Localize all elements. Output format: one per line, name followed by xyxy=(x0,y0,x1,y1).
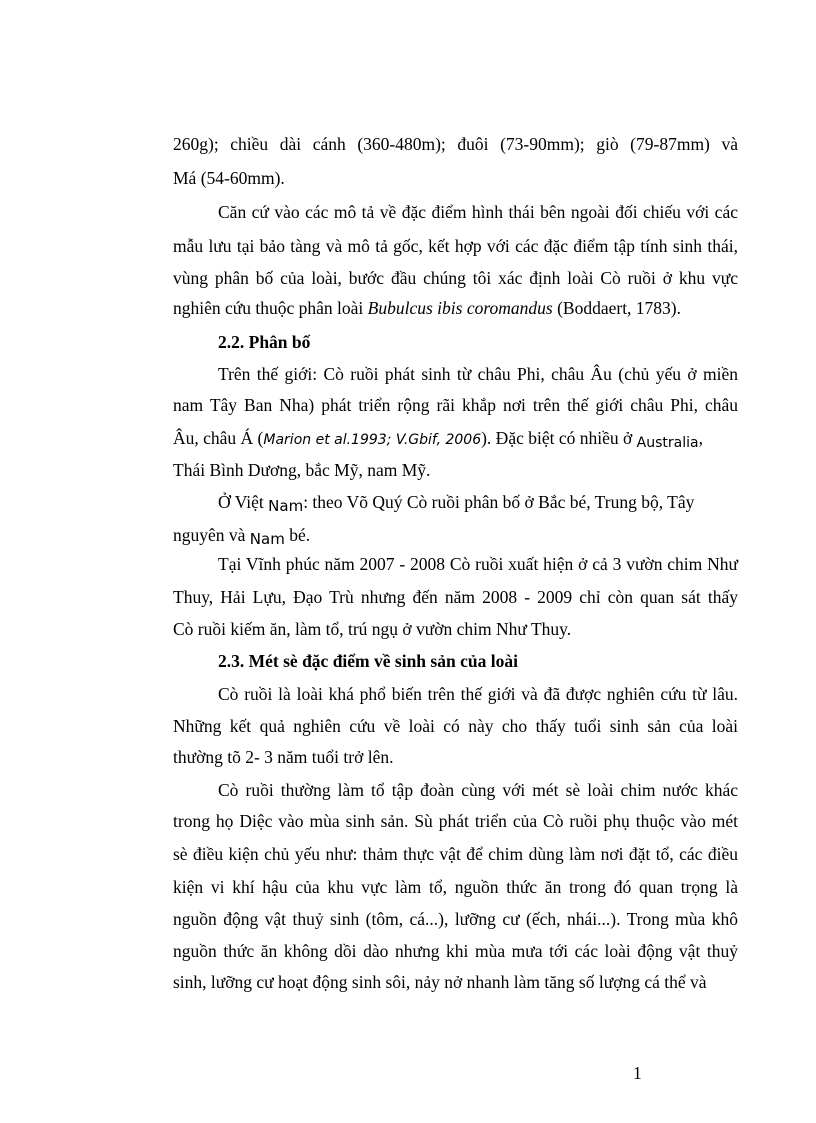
page-number: 1 xyxy=(633,1063,642,1083)
section-heading-2-3: 2.3. Mét sè đặc điểm về sinh sản của loài xyxy=(218,651,518,671)
para4-line1 xyxy=(218,491,694,514)
para4-line2-text-c: bé. xyxy=(284,525,311,545)
para1-line1: 260g); chiều dài cánh (360-480m); đuôi (73-90mm); giò (79-87mm) và xyxy=(173,134,738,154)
section-heading-2-2: 2.2. Phân bố xyxy=(218,332,311,352)
para1-line2: Má (54-60mm). xyxy=(173,168,285,188)
para6-line1: Cò ruồi là loài khá phổ biến trên thế giới và đã được nghiên cứu từ lâu. xyxy=(218,684,738,704)
nam-text-2: Nam xyxy=(249,530,285,548)
para7-line5: nguồn động vật thuỷ sinh (tôm, cá...), lưỡng cư (ếch, nhái...). Trong mùa khô xyxy=(173,909,738,929)
para2-line4-text-a: nghiên cứu thuộc phân loài xyxy=(173,298,368,318)
para3-line3-text-a: Âu, châu Á ( xyxy=(173,428,264,448)
para5-line2: Thuy, Hải Lựu, Đạo Trù nhưng đến năm 2008 - 2009 chỉ còn quan sát thấy xyxy=(173,587,738,607)
para7-line4: kiện vi khí hậu của khu vực làm tổ, nguồn thức ăn trong đó quan trọng là xyxy=(173,877,738,897)
para3-line1: Trên thế giới: Cò ruồi phát sinh từ châu Phi, châu Âu (chủ yếu ở miền xyxy=(218,364,738,384)
para3-line3-text-d: , xyxy=(698,428,703,448)
para6-line3: thường tõ 2- 3 năm tuổi trở lên. xyxy=(173,747,394,767)
para4-line1-text-c: : theo Võ Quý Cò ruồi phân bố ở Bắc bé, Trung bộ, Tây xyxy=(303,492,695,512)
para4-line2-text-a: nguyên và xyxy=(173,525,250,545)
para6-line2: Những kết quả nghiên cứu về loài có này cho thấy tuổi sinh sản của loài xyxy=(173,716,738,736)
para4-line2 xyxy=(173,524,310,547)
para3-line2: nam Tây Ban Nha) phát triển rộng rãi khắp nơi trên thế giới châu Phi, châu xyxy=(173,395,738,415)
para5-line1: Tại Vĩnh phúc năm 2007 - 2008 Cò ruồi xuất hiện ở cả 3 vườn chim Như xyxy=(218,554,738,574)
australia-text: Australia xyxy=(636,435,699,451)
para2-line2: mẫu lưu tại bảo tàng và mô tả gốc, kết hợp với các đặc điểm tập tính sinh thái, xyxy=(173,236,738,256)
para3-line3 xyxy=(173,427,703,451)
para2-line4-text-b: (Boddaert, 1783). xyxy=(552,298,682,318)
para3-line3-text-b: ). Đặc biệt có nhiều ở xyxy=(481,428,637,448)
para2-line4 xyxy=(173,297,681,319)
citation: Marion et al.1993; V.Gbif, 2006 xyxy=(263,432,482,448)
para7-line1: Cò ruồi thường làm tổ tập đoàn cùng với mét sè loài chim nước khác xyxy=(218,780,738,800)
para7-line2: trong họ Diệc vào mùa sinh sản. Sù phát triển của Cò ruồi phụ thuộc vào mét xyxy=(173,811,738,831)
species-name: Bubulcus ibis coromandus xyxy=(367,298,553,318)
para2-line3: vùng phân bố của loài, bước đầu chúng tôi xác định loài Cò ruồi ở khu vực xyxy=(173,268,738,288)
para7-line3: sè điều kiện chủ yếu như: thảm thực vật để chim dùng làm nơi đặt tổ, các điều xyxy=(173,844,738,864)
para7-line6: nguồn thức ăn không dồi dào nhưng khi mùa mưa tới các loài động vật thuỷ xyxy=(173,941,738,961)
para4-line1-text-a: Ở Việt xyxy=(218,492,269,512)
para2-line1: Căn cứ vào các mô tả về đặc điểm hình thái bên ngoài đối chiếu với các xyxy=(218,202,738,222)
para5-line3: Cò ruồi kiếm ăn, làm tổ, trú ngụ ở vườn chim Như Thuy. xyxy=(173,619,572,639)
para3-line4: Thái Bình Dương, bắc Mỹ, nam Mỹ. xyxy=(173,460,431,480)
nam-text: Nam xyxy=(268,497,304,515)
para7-line7: sinh, lưỡng cư hoạt động sinh sôi, nảy nở nhanh làm tăng số lượng cá thể và xyxy=(173,972,707,992)
